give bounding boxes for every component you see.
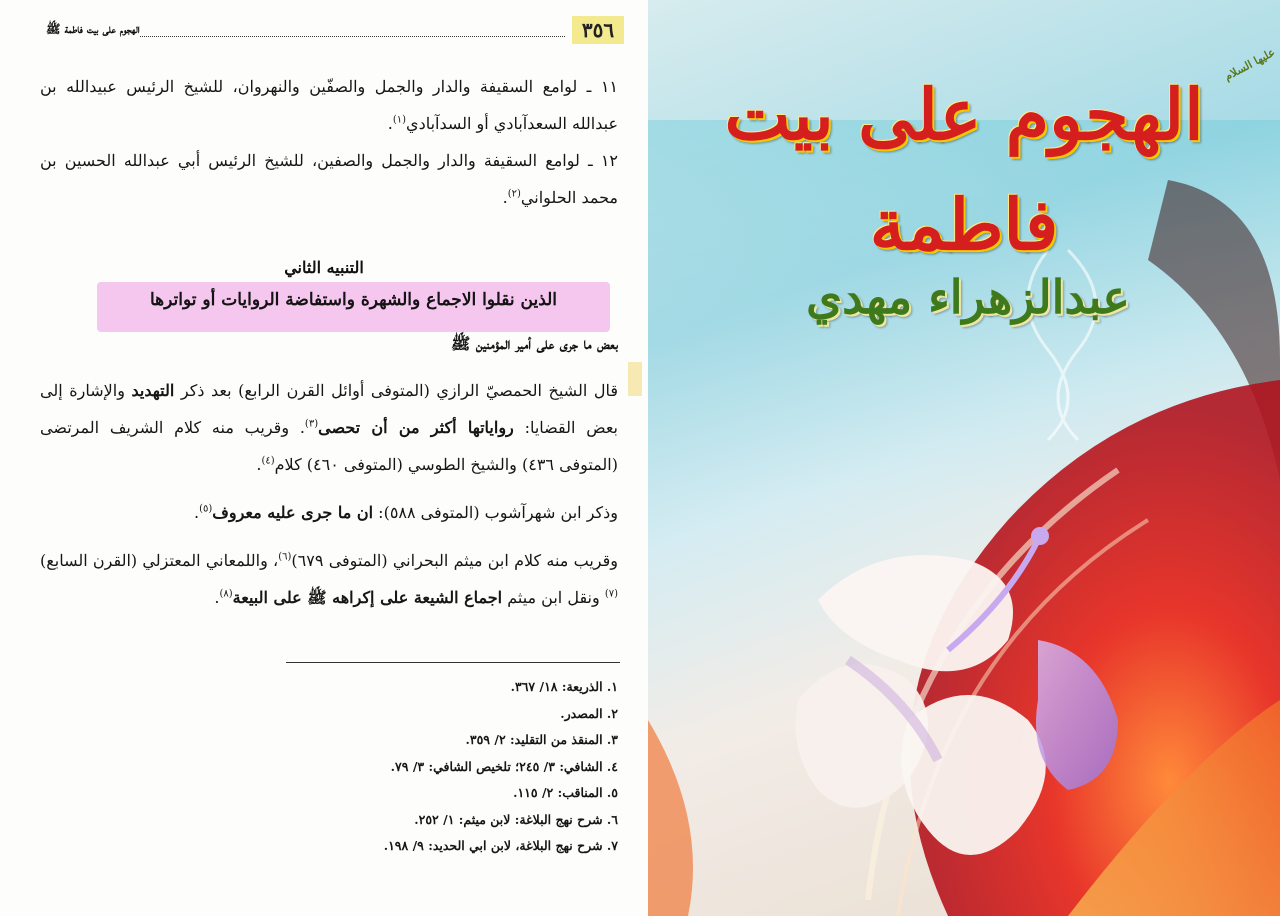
text: ، واللمعاني المعتزلي (القرن السابع) xyxy=(40,551,279,570)
footnote-ref[interactable]: (٢) xyxy=(507,188,521,200)
footnote-ref[interactable]: (٨) xyxy=(219,588,233,600)
running-title: الهجوم على بيت فاطمة ﷺ xyxy=(40,22,140,39)
left-swirl xyxy=(648,720,693,916)
footnote-divider xyxy=(286,662,620,663)
section-heading: التنبيه الثاني xyxy=(284,258,364,277)
period: . xyxy=(387,114,393,133)
section-subtitle-2: بعض ما جرى على أمير المؤمنين ﷺ xyxy=(450,334,618,353)
footnotes-list xyxy=(58,674,618,860)
bold-text: رواياتها أكثر من أن تحصى xyxy=(318,418,514,437)
text: والإشارة إلى بعض القضايا: xyxy=(40,381,619,437)
paragraph-maytham xyxy=(40,542,618,616)
list-item-11-text: ١١ ـ لوامع السقيفة والدار والجمل والصفّين والنهروان، للشيخ الرئيس عبيدالله بن عبدالله السعدآبادي أو السدآبادي xyxy=(40,77,618,133)
footnote-item: ٣. المنقذ من التقليد: ٢/ ٣٥٩. xyxy=(465,732,618,747)
footnote-item: ٥. المناقب: ٢/ ١١٥. xyxy=(513,785,618,800)
footnote-item: ٦. شرح نهج البلاغة: لابن ميثم: ١/ ٢٥٢. xyxy=(414,811,618,827)
bold-text: اجماع الشيعة على إكراهه ﷺ على البيعة xyxy=(232,588,503,607)
footnote-item: ٤. الشافي: ٣/ ٢٤٥؛ تلخيص الشافي: ٣/ ٧٩. xyxy=(390,758,618,774)
footnote-ref[interactable]: (٣) xyxy=(304,418,319,430)
book-cover xyxy=(648,0,1280,916)
period: . xyxy=(256,455,262,474)
footnote-item: ٢. المصدر. xyxy=(560,705,618,721)
text: قال الشيخ الحمصيّ الرازي (المتوفى أوائل القرن الرابع) بعد ذكر xyxy=(174,381,618,400)
text: وذكر ابن شهرآشوب (المتوفى ٥٨٨): xyxy=(373,503,618,522)
text: ونقل ابن ميثم xyxy=(502,588,605,607)
footnote-ref[interactable]: (٧) xyxy=(604,588,618,600)
list-item-12-text: ١٢ ـ لوامع السقيفة والدار والجمل والصفين، للشيخ الرئيس أبي عبدالله الحسين بن محمد الحلواني xyxy=(40,151,618,207)
bold-text: ان ما جرى عليه معروف xyxy=(212,503,374,522)
cover-honorific: عليها السلام xyxy=(1222,45,1278,84)
section-subtitle: الذين نقلوا الاجماع والشهرة واستفاضة الروايات أو تواترها xyxy=(149,290,558,310)
footnote-ref[interactable]: (٦) xyxy=(278,551,292,563)
list-item-11 xyxy=(40,68,618,142)
list-item-12 xyxy=(40,142,618,216)
footnote-item: ٧. شرح نهج البلاغة، لابن ابي الحديد: ٩/ ١٩٨. xyxy=(383,838,618,853)
period: . xyxy=(214,588,220,607)
period: . xyxy=(502,188,508,207)
bold-text: التهديد xyxy=(131,381,175,400)
cover-author: عبدالزهراء مهدي xyxy=(806,270,1130,324)
footnote-item: ١. الذريعة: ١٨/ ٣٦٧. xyxy=(510,679,618,694)
period: . xyxy=(193,503,200,522)
text: . وقريب منه كلام الشريف المرتضى (المتوفى ٤٣٦) والشيخ الطوسي (المتوفى ٤٦٠) كلام xyxy=(40,418,618,474)
paragraph-shahrashub xyxy=(40,494,618,531)
paragraph-razi xyxy=(40,372,618,483)
cover-title: الهجوم على بيت فاطمة xyxy=(724,73,1204,266)
footnote-ref[interactable]: (١) xyxy=(392,114,407,126)
footnote-ref[interactable]: (٥) xyxy=(199,503,213,515)
flower-stamen-tip xyxy=(1031,527,1049,545)
margin-marker xyxy=(628,362,642,396)
text: وقريب منه كلام ابن ميثم البحراني (المتوفى ٦٧٩) xyxy=(291,551,618,570)
page-number: ٣٥٦ xyxy=(572,16,624,44)
footnote-ref[interactable]: (٤) xyxy=(261,455,275,467)
